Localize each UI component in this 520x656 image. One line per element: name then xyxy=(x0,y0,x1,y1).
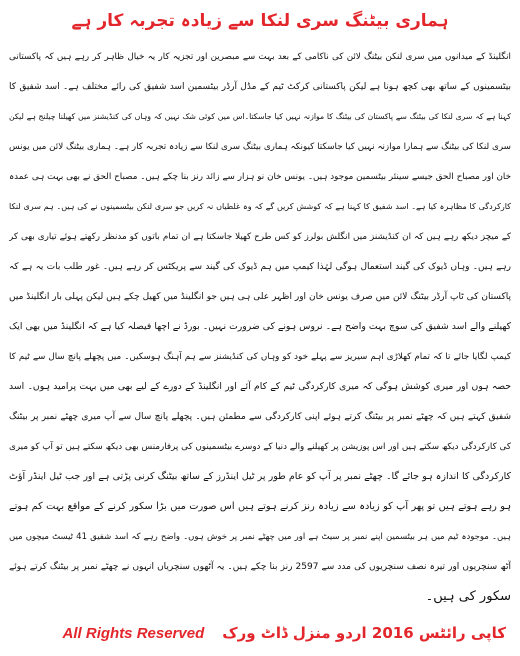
article-body xyxy=(9,42,511,612)
article-line: رہے ہیں۔ وہاں ڈیوک کی گیند استعمال ہوگی لہٰذا کیمپ میں ہم ڈیوک کی گیند سے پریکٹس کر رہے ہیں۔ غور طلب بات یہ ہے کہ xyxy=(9,262,511,272)
article-line: شفیق کہتے ہیں کہ چھٹے نمبر پر بیٹنگ کرتے ہوئے اپنی کارکردگی سے مطمئن ہیں۔ پچھلے پانچ سال سے آپ میری چھٹے نمبر پر بیٹنگ xyxy=(9,412,511,422)
article-line: کے میچز دیکھ رہے ہیں کہ ان کنڈیشنز میں انگلش بولرز کو کس طرح کھیلا جاسکتا ہے ان تمام باتوں کو مدنظر رکھتے ہوئے تیاری بھی کر xyxy=(9,232,511,242)
article-title: ہماری بیٹنگ سری لنکا سے زیادہ تجربہ کار ہے xyxy=(71,11,449,31)
article-line: انگلینڈ کے میدانوں میں سری لنکن بیٹنگ لائن کی ناکامی کے بعد بہت سے مبصرین اور تجزیہ کار یہ خیال ظاہر کر رہے ہیں کہ پاکستانی xyxy=(9,52,511,62)
article-line: آٹھ سنچریوں اور تیرہ نصف سنچریوں کی مدد سے 2597 رنز بنا چکے ہیں۔ یہ آٹھوں سنچریاں انہوں نے چھٹے نمبر پر بیٹنگ کرتے ہوئے xyxy=(9,562,511,572)
article-line: ہیں۔ موجودہ ٹیم میں ہر بیٹسمین اپنے نمبر پر سیٹ ہے اور میں چھٹے نمبر پر خوش ہوں۔ واضح رہے کہ اسد شفیق 41 ٹیسٹ میچوں میں xyxy=(9,532,511,542)
article-line: خان اور مصباح الحق جیسے سینئر بیٹسمین موجود ہیں۔ یونس خان نو ہزار سے زائد رنز بنا چکے ہیں۔ مصباح الحق نے بھی بہت ہی عمدہ xyxy=(9,172,511,182)
article-line: ہو رہے ہوتے ہیں تو پھر آپ کو زیادہ سے زیادہ رنز کرنے ہوتے ہیں اس صورت میں بڑا سکور کرنے کے مواقع بہت کم ہوتے xyxy=(9,501,511,512)
article-line: کہنا ہے کہ سری لنکا کی بیٹنگ سے پاکستان کی بیٹنگ کا موازنہ نہیں کیا جاسکتا۔اس میں کوئی شک نہیں کہ وہاں کی کنڈیشنز میں کھیلنا چیلنج ہے لیکن xyxy=(9,112,511,121)
article-line: کھیلنے والے اسد شفیق کی سوچ بہت واضح ہے۔ نروس ہونے کی ضرورت نہیں۔ بورڈ نے اچھا فیصلہ کیا ہے کہ انگلینڈ میں بھی ایک xyxy=(9,321,511,332)
copyright-footer xyxy=(0,618,520,648)
article-line: کیمپ لگایا جائے تا کہ تمام کھلاڑی اہم سیریز سے پہلے خود کو وہاں کی کنڈیشنز سے ہم آہنگ ہوسکیں۔ میں پچھلے پانچ سال سے ٹیم کا xyxy=(9,352,511,362)
article-line: سری لنکا کی بیٹنگ سے ہمارا موازنہ نہیں کیا جاسکتا کیونکہ ہماری بیٹنگ سری لنکا سے زیادہ تجربہ کار ہے۔ ہماری بیٹنگ لائن میں یونس xyxy=(9,142,511,152)
article-line: کارکردگی کا اندازہ ہو جائے گا۔ چھٹے نمبر پر آپ کو عام طور پر ٹیل اینڈرز کے ساتھ بیٹنگ کرنی پڑتی ہے اور جب ٹیل اینڈر آؤٹ xyxy=(9,471,511,482)
article-line: حصہ ہوں اور میری کوشش ہوگی کہ میری کارکردگی ٹیم کے کام آئے اور انگلینڈ کے دورے کے لیے بھی میں بہت پرامید ہوں۔ اسد xyxy=(9,381,511,392)
copyright-urdu-text: کاپی رائٹس 2016 اردو منزل ڈاٹ ورک xyxy=(222,624,506,642)
article-line: پاکستان کی ٹاپ آرڈر بیٹنگ لائن میں صرف یونس خان اور اظہر علی ہی ہیں جو انگلینڈ میں کھیل چکے ہیں لیکن پہلی بار انگلینڈ میں xyxy=(9,292,511,302)
all-rights-reserved-text: All Rights Reserved xyxy=(62,624,205,642)
article-line: کی کارکردگی دیکھ سکتے ہیں اور اس پوزیشن پر کھیلنے والے دنیا کے دوسرے بیٹسمینوں کی پرفارمنس بھی دیکھ سکتے ہیں تو آپ کو میری xyxy=(9,442,511,452)
article-line: کارکردگی کا مظاہرہ کیا ہے۔ اسد شفیق کا کہنا ہے کہ کوشش کریں گے کہ وہ غلطیاں نہ کریں جو سری لنکن بیٹسمینوں نے کی ہیں۔ ہم سری لنکا xyxy=(9,202,511,211)
article-line: بیٹسمینوں کے ساتھ بھی کچھ ہونا ہے لیکن پاکستانی کرکٹ ٹیم کے مڈل آرڈر بیٹسمین اسد شفیق کی رائے مختلف ہے۔ اسد شفیق کا xyxy=(9,82,511,92)
article-line-last: سکور کی ہیں۔ xyxy=(425,589,511,604)
